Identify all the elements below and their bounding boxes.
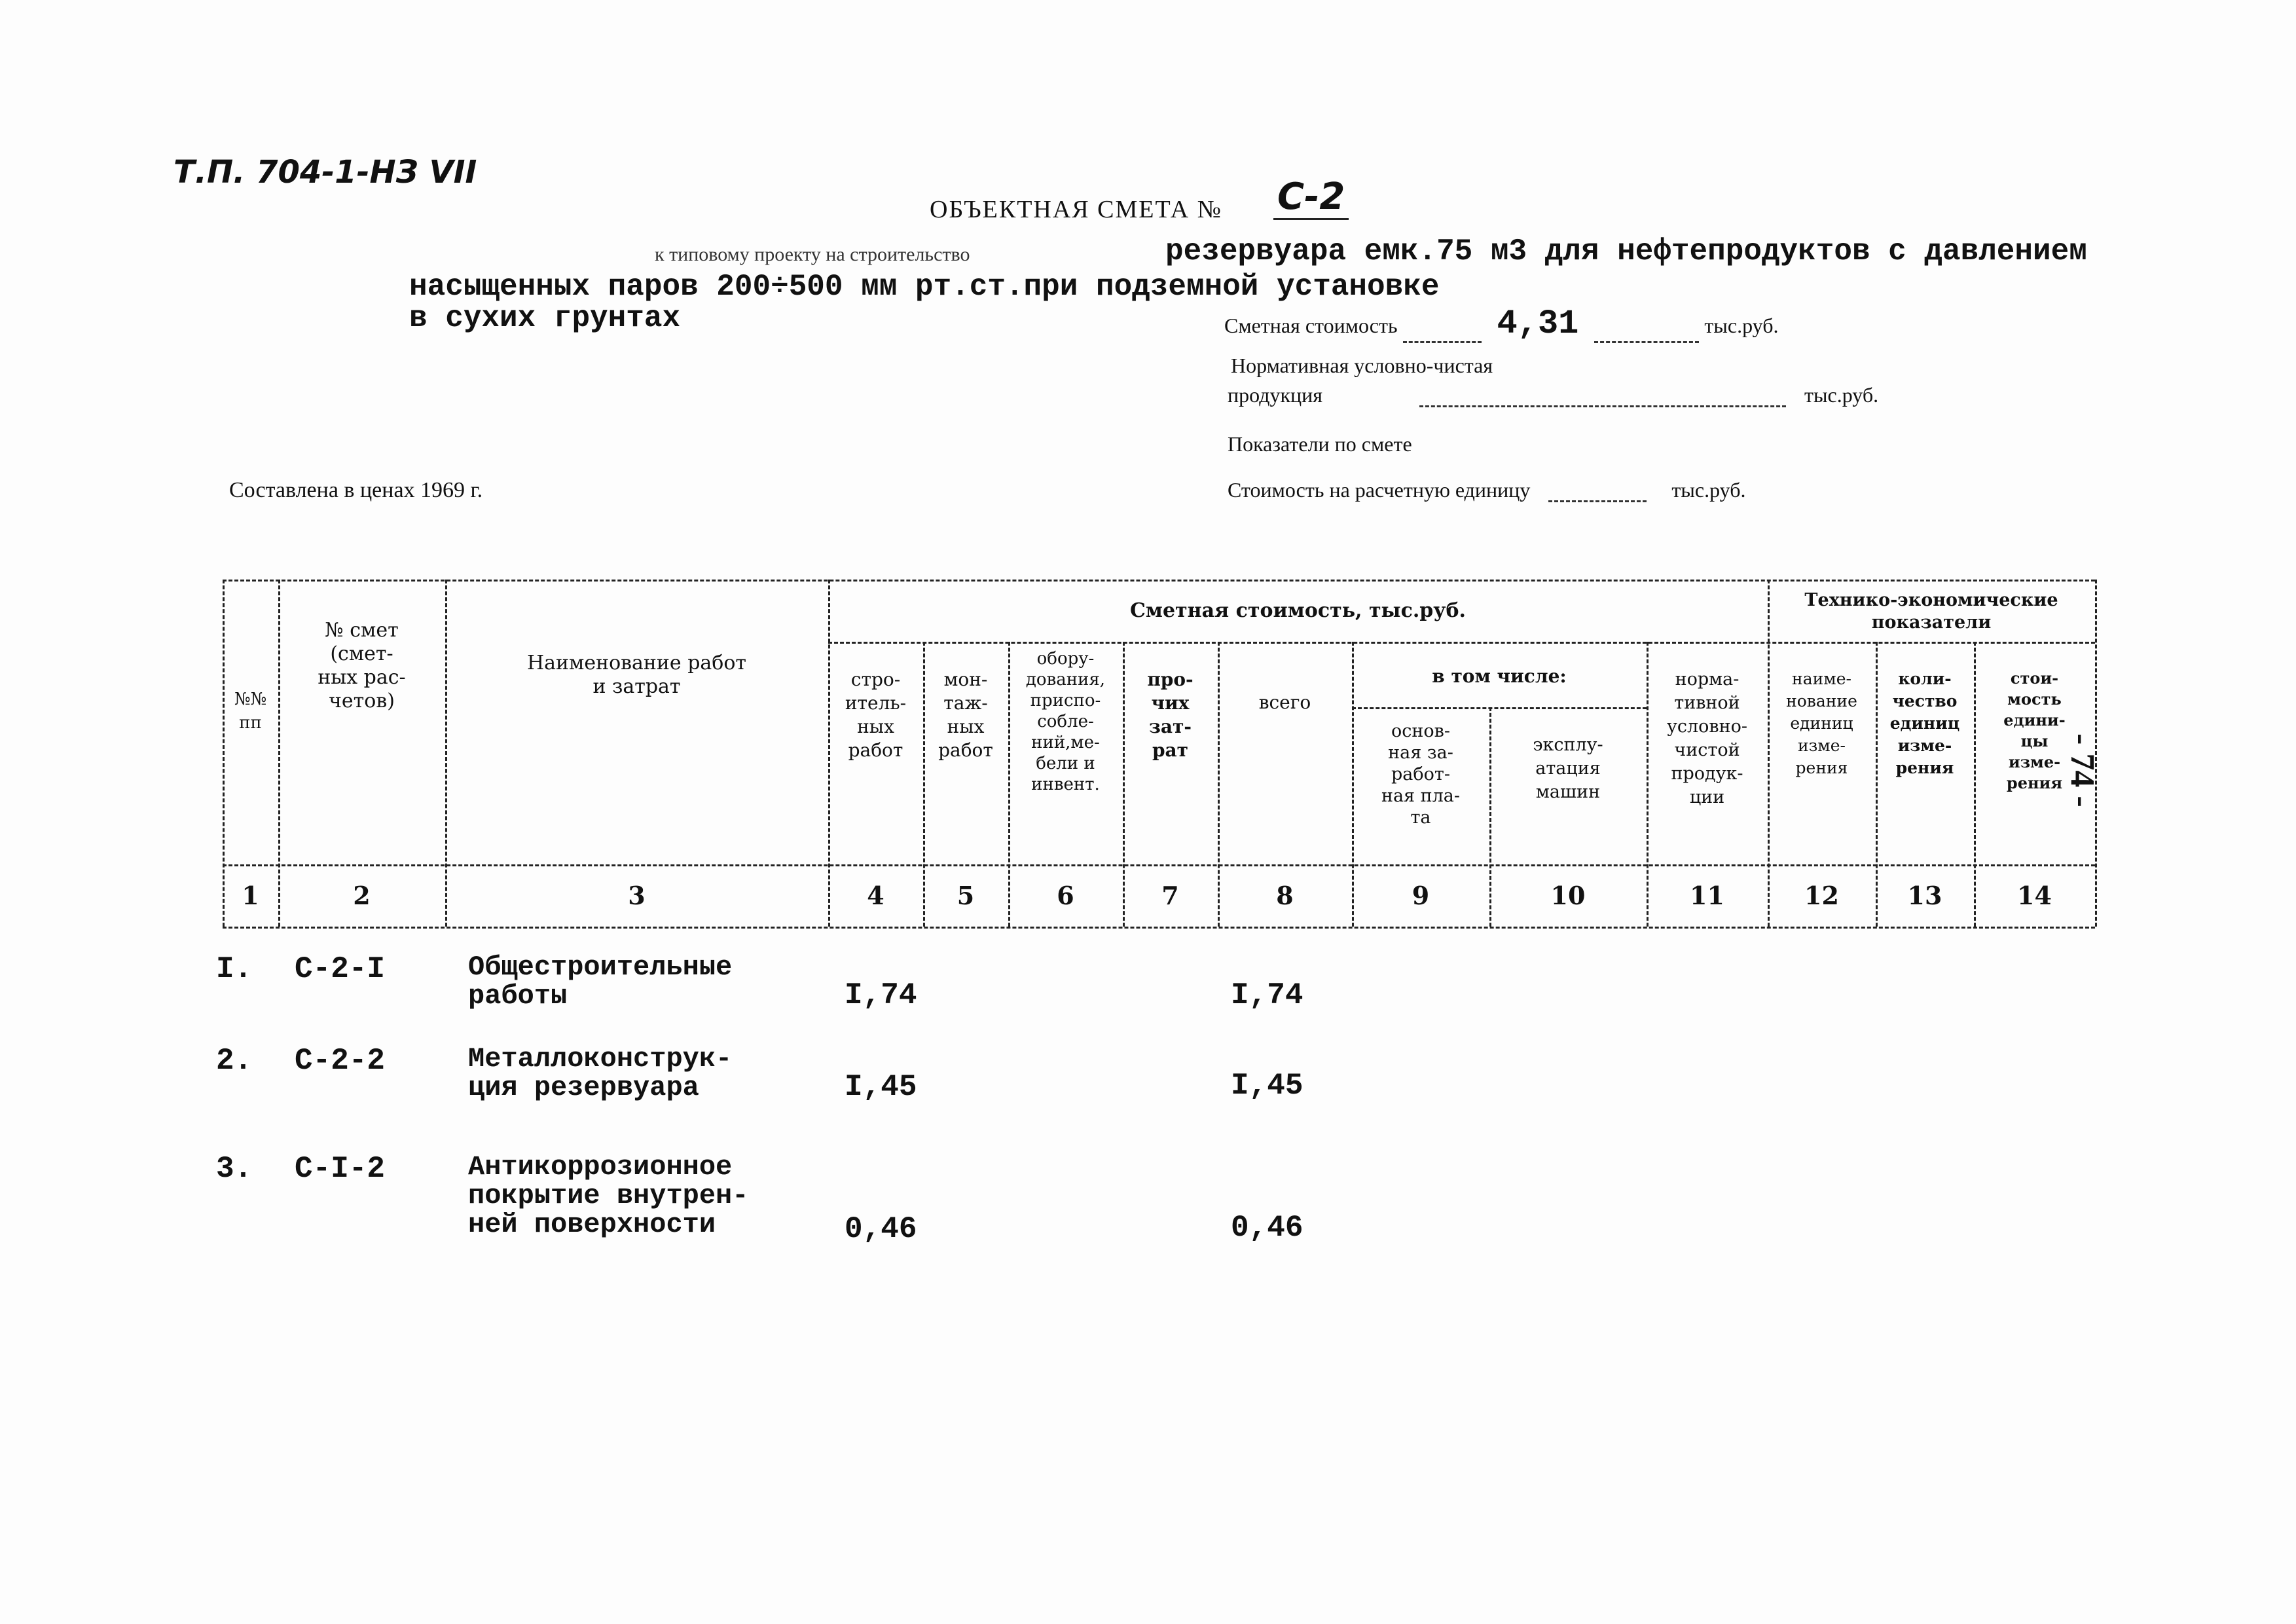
col-number: 8	[1276, 881, 1294, 910]
col-number: 10	[1550, 881, 1586, 910]
dash-line	[1419, 405, 1786, 407]
table-border-bottom	[223, 927, 2095, 929]
project-code: Т.П. 704-1-НЗ VII	[173, 154, 477, 191]
table-border-top	[223, 580, 2095, 581]
col-header-no: №№ пп	[234, 690, 267, 733]
cost-value: 4,31	[1497, 304, 1579, 343]
col-header-equipment: обору- дования, приспо- собле- ний,ме- бели и инвент.	[1025, 649, 1106, 794]
document-title: ОБЪЕКТНАЯ СМЕТА №	[930, 196, 1223, 223]
col-group-including: в том числе:	[1432, 665, 1567, 687]
col-header-installation: мон- таж- ных работ	[938, 669, 993, 761]
unit-cost-unit: тыс.руб.	[1671, 478, 1746, 502]
cost-row	[1224, 304, 1779, 343]
production-row	[1228, 383, 1878, 407]
col-number: 5	[957, 881, 975, 910]
col-group-tech: Технико-экономические показатели	[1804, 590, 2058, 633]
col-divider	[445, 580, 447, 927]
col-header-unit-name: наиме- нование единиц изме- рения	[1786, 669, 1857, 777]
table-numbers-separator	[223, 864, 2095, 866]
col-number: 3	[628, 881, 646, 910]
col-header-construction: стро- итель- ных работ	[845, 669, 907, 761]
dash-line	[1403, 341, 1482, 343]
col-number: 4	[867, 881, 884, 910]
row-number: 2.	[216, 1044, 253, 1078]
subtitle-line-3: в сухих грунтах	[409, 301, 681, 335]
row-number: I.	[216, 952, 253, 986]
col-group-cost: Сметная стоимость, тыс.руб.	[1130, 599, 1466, 622]
col-header-machines: эксплу- атация машин	[1533, 735, 1603, 802]
col-header-other: про- чих зат- рат	[1147, 669, 1194, 761]
col-number: 1	[242, 881, 259, 910]
side-page-number: - 74 -	[2064, 733, 2101, 807]
table-subgroup-separator	[1352, 707, 1647, 709]
table-row	[0, 1043, 2296, 1104]
row-construction-value: 0,46	[845, 1212, 917, 1246]
col-header-unit-cost: стои- мость едини- цы изме- рения	[2003, 669, 2066, 792]
col-header-unit-qty: коли- чество единиц изме- рения	[1889, 669, 1960, 777]
row-estimate-code: С-2-I	[295, 952, 386, 986]
row-construction-value: I,74	[845, 978, 917, 1012]
subtitle-line-2: насыщенных паров 200÷500 мм рт.ст.при подземной установке	[409, 270, 1440, 304]
table-border-left	[223, 580, 225, 927]
col-number: 9	[1412, 881, 1430, 910]
row-estimate-code: С-2-2	[295, 1044, 386, 1078]
col-header-estimate: № смет (смет- ных рас- четов)	[318, 619, 406, 712]
document-number: С-2	[1273, 175, 1349, 220]
unit-cost-label: Стоимость на расчетную единицу	[1228, 478, 1531, 502]
row-total-value: 0,46	[1231, 1211, 1303, 1245]
col-number: 13	[1907, 881, 1942, 910]
table-group-separator	[828, 642, 2095, 644]
row-name: Антикоррозионное покрытие внутрен- ней поверхности	[468, 1151, 749, 1240]
dash-line	[1594, 341, 1699, 343]
cost-label: Сметная стоимость	[1224, 314, 1398, 337]
estimate-table-header	[223, 580, 2095, 927]
col-number: 6	[1057, 881, 1074, 910]
cost-unit: тыс.руб.	[1704, 314, 1779, 337]
production-label-1: Нормативная условно-чистая	[1231, 354, 1493, 377]
indicators-label: Показатели по смете	[1228, 432, 1412, 456]
col-number: 12	[1804, 881, 1839, 910]
row-estimate-code: С-I-2	[295, 1152, 386, 1186]
col-number: 2	[353, 881, 371, 910]
row-total-value: I,74	[1231, 978, 1303, 1012]
col-header-production: норма- тивной условно- чистой продук- ции	[1667, 669, 1747, 807]
row-construction-value: I,45	[845, 1070, 917, 1104]
prices-note: Составлена в ценах 1969 г.	[229, 478, 483, 502]
row-name: Общестроительные работы	[468, 951, 733, 1012]
table-row	[0, 951, 2296, 1012]
col-number: 14	[2017, 881, 2052, 910]
subtitle-line-1: резервуара емк.75 м3 для нефтепродуктов с давлением	[1165, 234, 2087, 268]
dash-line	[1548, 500, 1647, 502]
col-header-wages: основ- ная за- работ- ная пла- та	[1381, 721, 1461, 828]
unit-cost-row	[1228, 478, 1746, 502]
row-name: Металлоконструк- ция резервуара	[468, 1043, 733, 1103]
row-total-value: I,45	[1231, 1069, 1303, 1103]
row-number: 3.	[216, 1152, 253, 1186]
col-number: 7	[1161, 881, 1179, 910]
subtitle-prefix: к типовому проекту на строительство	[655, 244, 970, 265]
production-unit: тыс.руб.	[1804, 383, 1879, 407]
col-number: 11	[1690, 881, 1724, 910]
col-header-name: Наименование работ и затрат	[526, 652, 747, 698]
production-label-2: продукция	[1228, 383, 1322, 407]
table-row	[0, 1153, 2296, 1251]
col-header-total: всего	[1258, 692, 1311, 713]
